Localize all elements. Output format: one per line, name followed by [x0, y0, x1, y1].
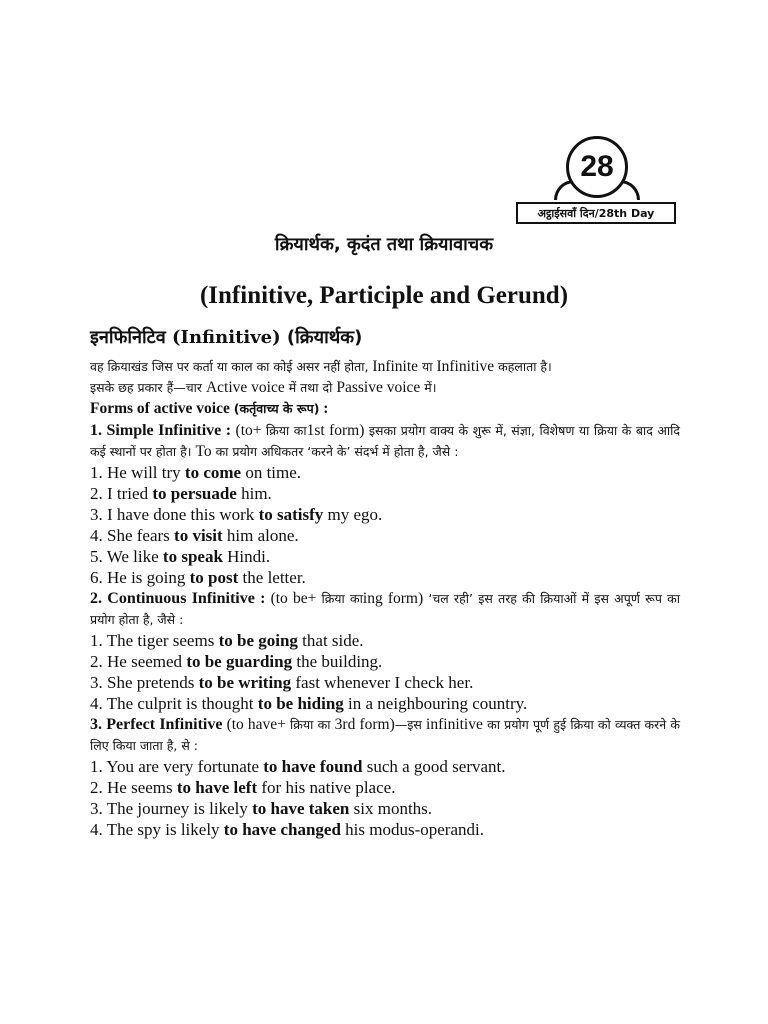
intro-line-1: वह क्रियाखंड जिस पर कर्ता या काल का कोई असर नहीं होता, Infinite या Infinitive कहलाता है। [90, 358, 552, 375]
example-sentence: 3. The journey is likely to have taken six months. [90, 799, 433, 818]
example-sentence: 1. He will try to come on time. [90, 463, 302, 482]
example-sentence: 2. He seemed to be guarding the building. [90, 652, 383, 671]
example-sentence: 4. The culprit is thought to be hiding in a neighbouring country. [90, 694, 528, 713]
example-sentence: 1. You are very fortunate to have found such a good servant. [90, 757, 506, 776]
chapter-title: (Infinitive, Participle and Gerund) [199, 282, 569, 309]
day-number: 28 [566, 136, 628, 198]
example-sentence: 3. I have done this work to satisfy my ego. [90, 505, 383, 524]
simple-examples [90, 462, 680, 588]
perfect-infinitive-description: 3. Perfect Infinitive (to have+ क्रिया का 3rd form)—इस infinitive का प्रयोग पूर्ण हुई क्रिया को व्यक्त करने के लिए किया जाता है, से : [90, 716, 681, 753]
example-sentence: 2. I tried to persuade him. [90, 484, 272, 503]
example-sentence: 5. We like to speak Hindi. [90, 547, 271, 566]
example-sentence: 4. The spy is likely to have changed his modus-operandi. [90, 820, 484, 839]
infinitive-heading: इनफिनिटिव (Infinitive) (क्रियार्थक) [90, 327, 363, 348]
example-sentence: 4. She fears to visit him alone. [90, 526, 299, 545]
day-label: अट्ठाईसवाँ दिन/28th Day [516, 202, 676, 224]
day-badge [512, 136, 678, 228]
intro-line-2: इसके छह प्रकार हैं—चार Active voice में तथा दो Passive voice में। [90, 379, 437, 396]
example-sentence: 3. She pretends to be writing fast whenever I check her. [90, 673, 474, 692]
example-sentence: 6. He is going to post the letter. [90, 568, 306, 587]
perfect-examples [90, 756, 680, 840]
example-sentence: 2. He seems to have left for his native place. [90, 778, 396, 797]
example-sentence: 1. The tiger seems to be going that side. [90, 631, 364, 650]
continuous-infinitive-description: 2. Continuous Infinitive : (to be+ क्रिया काing form) ‘चल रही’ इस तरह की क्रियाओं में इस अपूर्ण रूप का प्रयोग होता है, जैसे : [90, 590, 681, 627]
content [90, 324, 680, 840]
simple-infinitive-description: 1. Simple Infinitive : (to+ क्रिया का1st form) इसका प्रयोग वाक्य के शुरू में, संज्ञा, विशेषण या क्रिया के बाद आदि कई स्थानों पर होता है। To का प्रयोग अधिकतर ‘करने के’ संदर्भ में होता है, जैसे : [90, 422, 680, 460]
hindi-chapter-title: क्रियार्थक, कृदंत तथा क्रियावाचक [274, 234, 494, 255]
continuous-examples [90, 630, 680, 714]
forms-heading: Forms of active voice (कर्तृवाच्य के रूप) : [90, 400, 329, 417]
